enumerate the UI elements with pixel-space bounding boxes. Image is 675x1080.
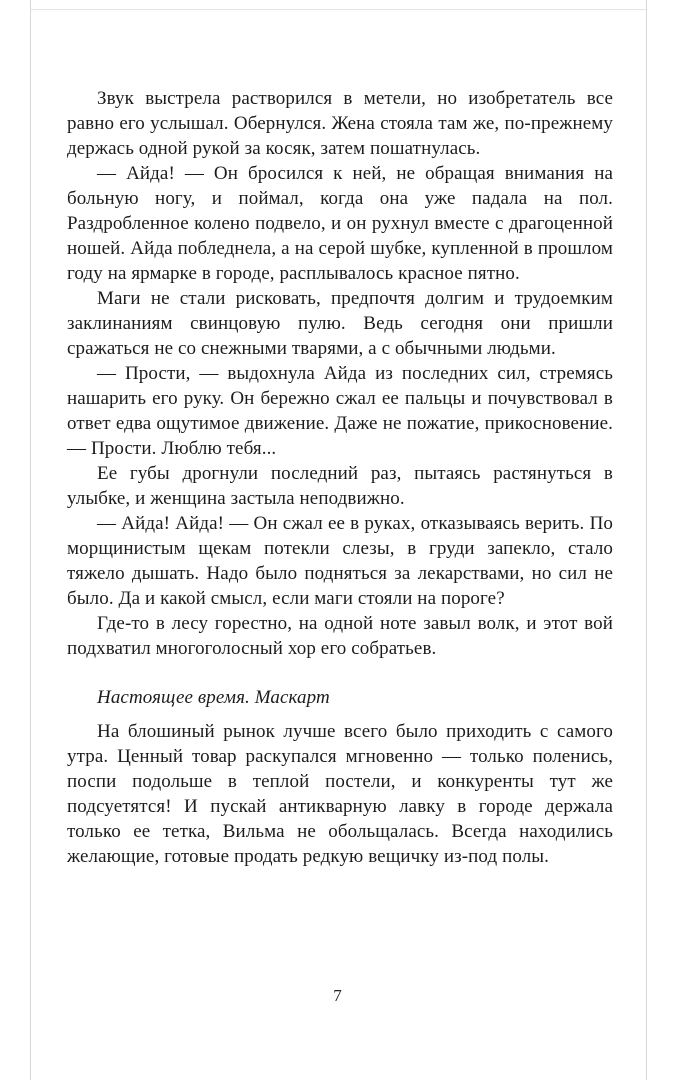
paragraph: На блошиный рынок лучше всего было приходить с самого утра. Ценный товар раскупался мгновенно — только поленись, поспи подольше в теплой постели, и конкуренты тут же подсуетятся! И пускай антикварную лавку в городе держала только ее тетка, Вильма не обольщалась. Всегда находились желающие, готовые продать редкую вещичку из-под полы.	[67, 721, 613, 867]
paragraph: Где-то в лесу горестно, на одной ноте завыл волк, и этот вой подхватил многоголосный хор его собратьев.	[67, 613, 613, 659]
page-edge-right	[646, 0, 647, 1080]
page-edge-top	[30, 9, 647, 10]
page-number: 7	[333, 986, 342, 1005]
section-heading: Настоящее время. Маскарт	[97, 687, 330, 708]
paragraph: Звук выстрела растворился в метели, но изобретатель все равно его услышал. Обернулся. Жена стояла там же, по-прежнему держась одной рукой за косяк, затем пошатнулась.	[67, 88, 613, 159]
page-text-block	[67, 86, 613, 869]
paragraph: — Айда! — Он бросился к ней, не обращая внимания на больную ногу, и поймал, когда она уже падала на пол. Раздробленное колено подвело, и он рухнул вместе с драгоценной ношей. Айда побледнела, а на серой шубке, купленной в прошлом году на ярмарке в городе, расплывалось красное пятно.	[67, 163, 613, 284]
paragraph: Маги не стали рисковать, предпочтя долгим и трудоемким заклинаниям свинцовую пулю. Ведь сегодня они пришли сражаться не со снежными тварями, а с обычными людьми.	[67, 288, 613, 359]
paragraph: — Прости, — выдохнула Айда из последних сил, стремясь нашарить его руку. Он бережно сжал ее пальцы и почувствовал в ответ едва ощутимое движение. Даже не пожатие, прикосновение. — Прости. Люблю тебя...	[67, 363, 613, 459]
page-edge-left	[30, 0, 31, 1080]
paragraph: Ее губы дрогнули последний раз, пытаясь растянуться в улыбке, и женщина застыла неподвижно.	[67, 463, 613, 509]
paragraph: — Айда! Айда! — Он сжал ее в руках, отказываясь верить. По морщинистым щекам потекли слезы, в груди запекло, стало тяжело дышать. Надо было подняться за лекарствами, но сил не было. Да и какой смысл, если маги стояли на пороге?	[67, 513, 613, 609]
